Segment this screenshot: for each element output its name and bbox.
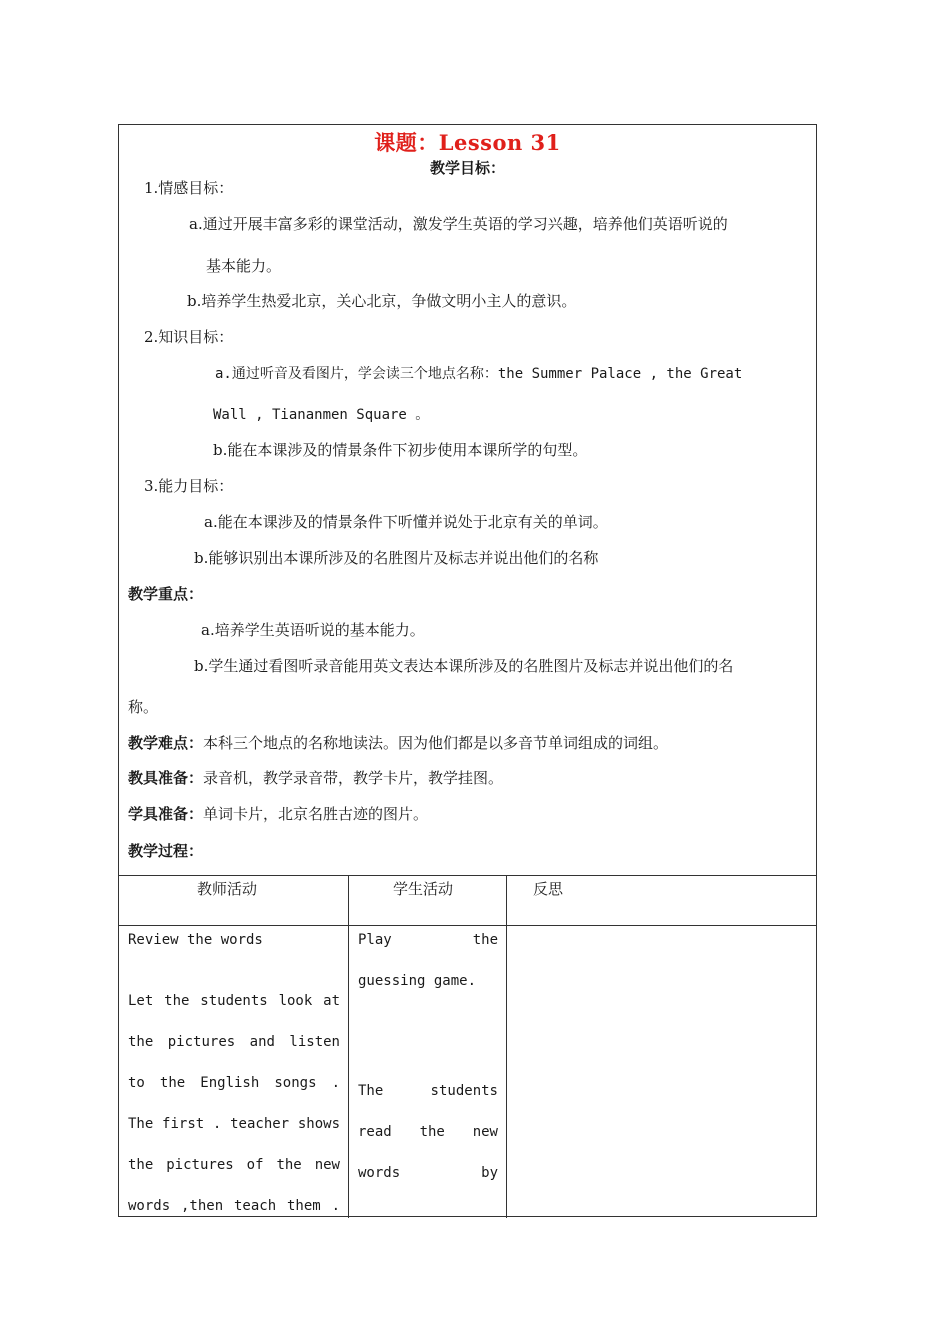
teacher-line: The first . teacher shows	[128, 1116, 340, 1132]
teacher-tools-label: 教具准备：	[128, 769, 204, 787]
table-top-border	[119, 875, 816, 876]
student-tools-text: 单词卡片，北京名胜古迹的图片。	[203, 805, 429, 823]
lesson-title: 课题：Lesson 31	[374, 130, 561, 155]
ability-a: a.能在本课涉及的情景条件下听懂并说处于北京有关的单词。	[204, 513, 608, 531]
emotion-a-line2: 基本能力。	[206, 257, 282, 275]
difficulty-row	[128, 733, 668, 753]
student-cell	[358, 920, 498, 1194]
knowledge-b: b.能在本课涉及的情景条件下初步使用本课所学的句型。	[213, 441, 588, 459]
teacher-cell	[128, 920, 340, 1227]
difficulty-text: 本科三个地点的名称地读法。因为他们都是以多音节单词组成的词组。	[203, 734, 669, 752]
lesson-plan-document	[118, 124, 817, 1217]
knowledge-heading: 2.知识目标：	[144, 328, 234, 346]
student-line: guessing game.	[358, 973, 477, 989]
emotion-a-line1: a.通过开展丰富多彩的课堂活动，激发学生英语的学习兴趣，培养他们英语听说的	[189, 215, 728, 233]
teacher-line: to the English songs .	[128, 1075, 340, 1091]
objectives-heading: 教学目标：	[429, 159, 505, 177]
difficulty-label: 教学难点：	[128, 734, 204, 752]
key-points-heading: 教学重点：	[128, 585, 204, 603]
emotion-b: b.培养学生热爱北京，关心北京，争做文明小主人的意识。	[187, 292, 577, 310]
student-tools-row	[128, 804, 428, 824]
table-col-divider-1	[348, 875, 349, 1218]
teacher-line: the pictures of the new	[128, 1157, 340, 1173]
knowledge-a-line1: a.通过听音及看图片，学会读三个地点名称：the Summer Palace , the Great	[215, 366, 743, 382]
table-header-student: 学生活动	[393, 880, 454, 898]
teacher-tools-row	[128, 768, 503, 788]
teacher-line: words ,then teach them .	[128, 1198, 340, 1214]
key-points-b-line2: 称。	[128, 698, 159, 716]
teacher-tools-text: 录音机，教学录音带，教学卡片，教学挂图。	[203, 769, 504, 787]
table-header-reflection: 反思	[533, 880, 564, 898]
teacher-line: Review the words	[128, 932, 263, 948]
teacher-line: the pictures and listen	[128, 1034, 340, 1050]
ability-heading: 3.能力目标：	[144, 477, 234, 495]
ability-b: b.能够识别出本课所涉及的名胜图片及标志并说出他们的名称	[194, 549, 599, 567]
student-line: words by	[358, 1165, 498, 1181]
student-line: read the new	[358, 1124, 498, 1140]
process-heading: 教学过程：	[128, 842, 204, 860]
table-col-divider-2	[506, 875, 507, 1218]
table-header-teacher: 教师活动	[197, 880, 258, 898]
key-points-b-line1: b.学生通过看图听录音能用英文表达本课所涉及的名胜图片及标志并说出他们的名	[194, 657, 734, 675]
student-line: Play the	[358, 932, 498, 948]
teacher-line: Let the students look at	[128, 993, 340, 1009]
knowledge-a-line2: Wall , Tiananmen Square 。	[213, 407, 430, 423]
emotion-heading: 1.情感目标：	[144, 179, 234, 197]
key-points-a: a.培养学生英语听说的基本能力。	[201, 621, 425, 639]
student-line: The students	[358, 1083, 498, 1099]
student-tools-label: 学具准备：	[128, 805, 204, 823]
